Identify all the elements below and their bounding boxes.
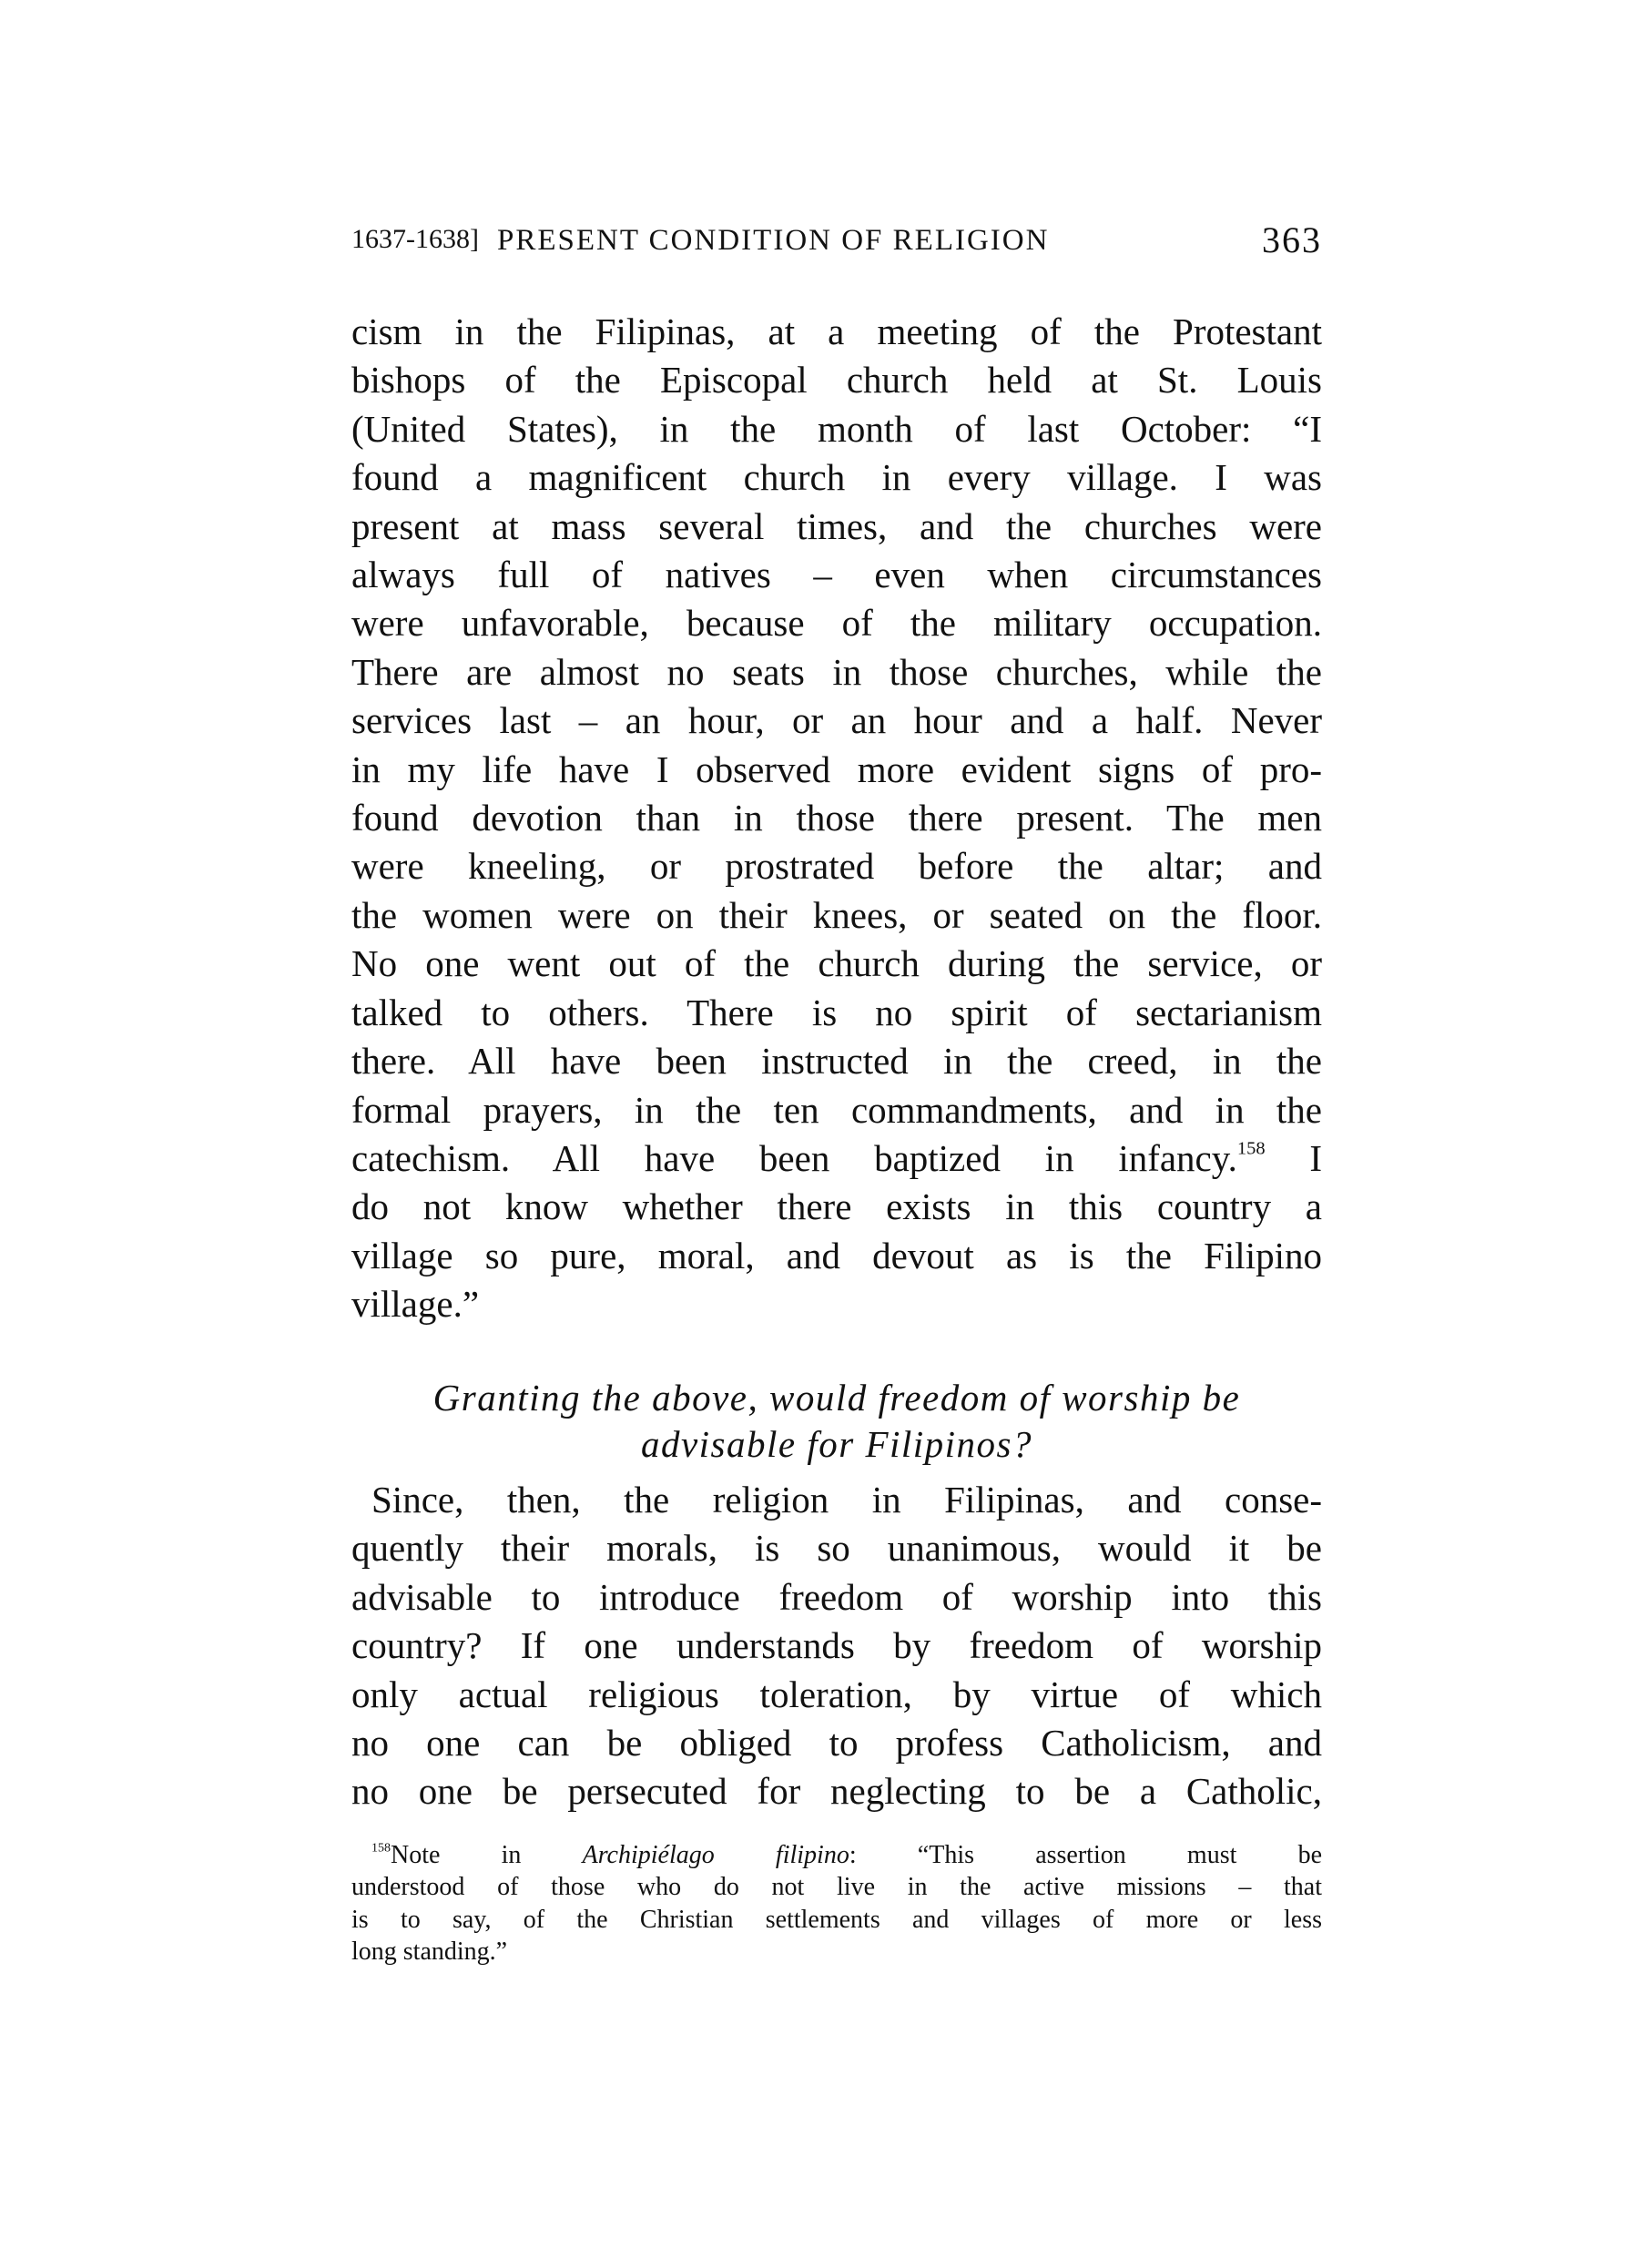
text-line: village so pure, moral, and devout as is the Filipino — [351, 1234, 1322, 1276]
text-line: quently their morals, is so unanimous, would it be — [351, 1527, 1322, 1570]
footnote-text: : “This assertion must be — [849, 1841, 1322, 1869]
text-line: village.” — [351, 1283, 480, 1326]
heading-line: advisable for Filipinos? — [640, 1423, 1033, 1465]
section-heading — [351, 1375, 1322, 1468]
heading-line: Granting the above, would freedom of worship be — [432, 1377, 1241, 1419]
running-header — [351, 219, 1322, 264]
text-line: were unfavorable, because of the military occupation. — [351, 602, 1322, 645]
text-line: advisable to introduce freedom of worship into this — [351, 1575, 1322, 1618]
text-line: country? If one understands by freedom of worship — [351, 1624, 1322, 1667]
text-line: services last – an hour, or an hour and a half. Never — [351, 699, 1322, 742]
text-line — [351, 1134, 1322, 1183]
year-range: 1637-1638] — [351, 224, 479, 254]
text-line: formal prayers, in the ten commandments, and in the — [351, 1088, 1322, 1131]
text-line: were kneeling, or prostrated before the altar; and — [351, 845, 1322, 888]
text-line: No one went out of the church during the service, or — [351, 942, 1322, 985]
text-line: no one be persecuted for neglecting to be a Catholic, — [351, 1770, 1322, 1813]
page-number: 363 — [1262, 219, 1322, 260]
footnote — [351, 1839, 1322, 1968]
footnote-source: Archipiélago filipino — [582, 1841, 849, 1869]
paragraph-2 — [351, 1476, 1322, 1816]
footnote-reference: 158 — [1236, 1138, 1266, 1159]
text-line: bishops of the Episcopal church held at St. Louis — [351, 359, 1322, 402]
text-line: always full of natives – even when circumstances — [351, 554, 1322, 596]
text-line: found a magnificent church in every village. I was — [351, 456, 1322, 499]
text-line: (United States), in the month of last October: “I — [351, 407, 1322, 450]
text-line: Since, then, the religion in Filipinas, and conse- — [371, 1479, 1322, 1520]
running-title: PRESENT CONDITION OF RELIGION — [497, 224, 1050, 257]
text-line: cism in the Filipinas, at a meeting of the Protestant — [351, 310, 1322, 352]
text-line: no one can be obliged to profess Catholicism, and — [351, 1722, 1322, 1765]
footnote-line — [351, 1839, 1322, 1871]
paragraph-1 — [351, 308, 1322, 1329]
text-line: talked to others. There is no spirit of sectarianism — [351, 991, 1322, 1033]
text-line: do not know whether there exists in this country a — [351, 1185, 1322, 1228]
text-segment: catechism. All have been baptized in infancy. — [351, 1136, 1237, 1179]
footnote-line: long standing.” — [351, 1937, 508, 1966]
text-line: only actual religious toleration, by virtue of which — [351, 1673, 1322, 1715]
text-line: present at mass several times, and the churches were — [351, 504, 1322, 547]
text-segment: I — [1265, 1136, 1322, 1179]
footnote-number: 158 — [371, 1841, 391, 1856]
text-line: the women were on their knees, or seated on the floor. — [351, 893, 1322, 936]
text-line: there. All have been instructed in the creed, in the — [351, 1040, 1322, 1083]
footnote-line: understood of those who do not live in the active missions – that — [351, 1873, 1322, 1902]
text-line: found devotion than in those there present. The men — [351, 797, 1322, 839]
text-line: in my life have I observed more evident signs of pro- — [351, 748, 1322, 790]
footnote-line: is to say, of the Christian settlements and villages of more or less — [351, 1905, 1322, 1934]
footnote-text: Note in — [391, 1841, 583, 1869]
text-line: There are almost no seats in those churches, while the — [351, 650, 1322, 693]
